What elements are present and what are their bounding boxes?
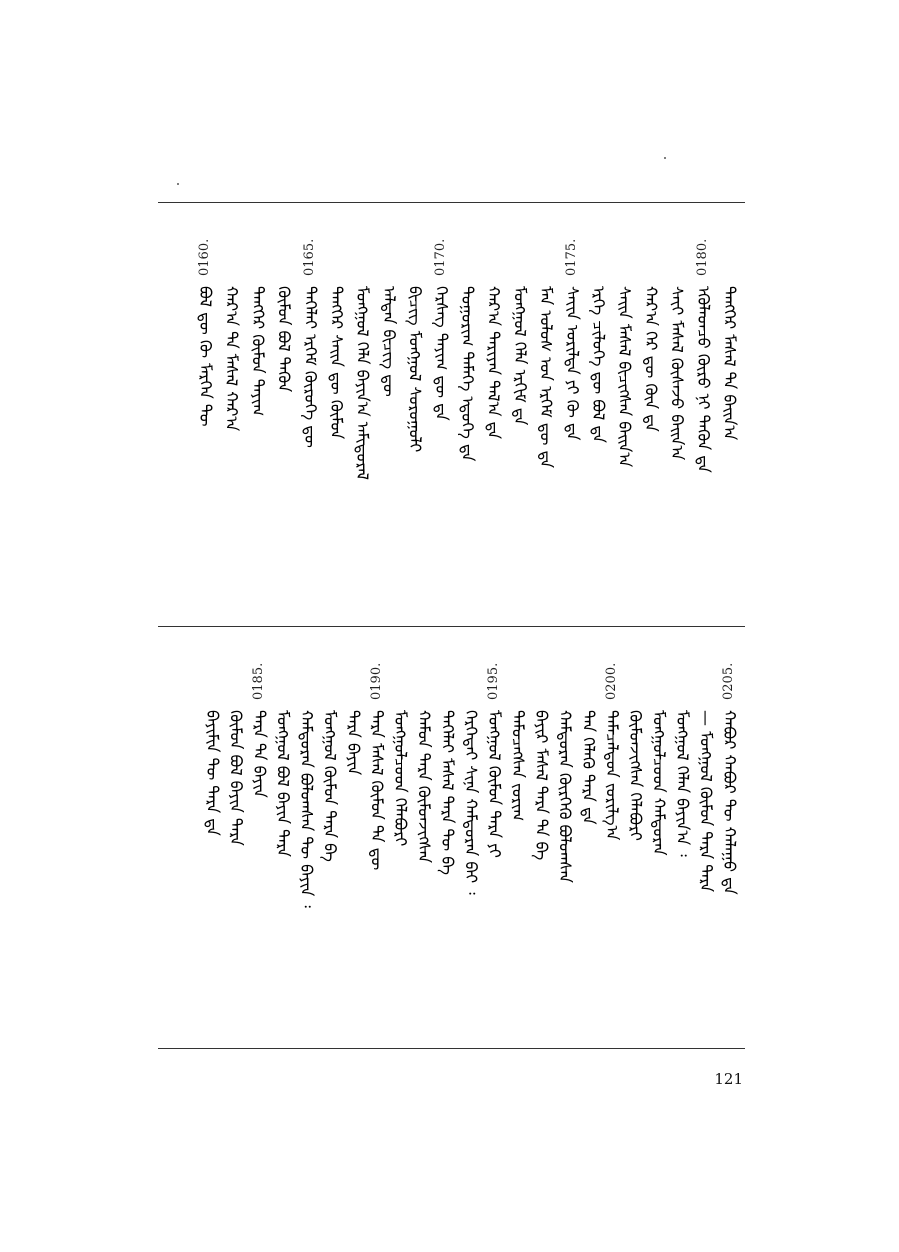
verse-line: ᠬᠦᠮᠦᠨ ᠪᠣᠯ ᠲᠡᠭᠦᠨ: [274, 286, 294, 393]
verse-line: ᠮᠠᠨ ᠤᠯᠤᠰ ᠤᠨ ᠡᠷᠬᠡᠮ ᠳᠦ ᠳᠡ: [536, 286, 556, 469]
middle-rule: [158, 626, 745, 627]
line-number: 0185.: [251, 662, 266, 700]
speck-mark: [177, 183, 179, 185]
verse-line: ᠬᠠᠪᠤᠷ ᠬᠠᠪᠤᠷ ᠲᠦ ᠬᠠᠯᠠᠭᠤ ᠳᠡ: [720, 710, 739, 895]
top-rule: [158, 202, 745, 203]
verse-line: ᠳᠡᠭᠡᠯᠡᠢ ᠮᠡᠰᠡᠯ ᠲᠡᠷᠡ ᠲᠦ ᠪᠠ: [438, 710, 457, 875]
bottom-verse-panel: [158, 660, 745, 1020]
verse-line: ᠬᠠᠮᠲᠤᠷᠠᠨ ᠬᠦᠷᠭᠡᠬᠦ ᠪᠣᠯᠤᠭᠰᠠᠨ: [555, 710, 575, 883]
verse-line: ᠠᠯᠲᠠᠨ ᠪᠢᠴᠢᠭ ᠳᠦ: [379, 286, 399, 397]
verse-line: ᠲᠡᠩᠭᠡᠷ ᠰᠠᠢᠨ ᠳᠦ ᠬᠦᠮᠦᠨ: [327, 286, 346, 440]
verse-line: ᠬᠠᠷ᠎ᠠ ᠭᠡᠷ ᠳᠦ ᠬᠦᠨ ᠳᠡ: [641, 286, 661, 432]
page-number: 121: [714, 1070, 743, 1088]
verse-line: ᠪᠠᠶᠢᠮᠢᠨ ᠲᠦ ᠲᠡᠷᠡ ᠳᠡ: [203, 710, 222, 836]
verse-line: ᠬᠡᠷᠰᠡᠭ ᠲᠠᠶᠢᠭ ᠳᠦ ᠳᠡ: [431, 286, 451, 421]
verse-line: ᠳᠡᠭᠡᠯᠡᠢ ᠡᠷᠬᠡᠮ ᠬᠦᠷᠦᠭᠡ ᠳᠦ: [300, 286, 320, 448]
verse-line: ᠰᠠᠶ᠋ᠢ ᠮᠡᠰᠡᠯ ᠬᠦᠰᠡᠵᠦ ᠪᠠᠢᠨ᠎ᠠ: [667, 286, 687, 461]
verse-line: ᠬᠦᠮᠦᠨ ᠪᠣᠯ ᠪᠠᠶᠢᠨ ᠲᠡᠷᠡ: [226, 710, 246, 846]
verse-line: — ᠮᠣᠩᠭᠣᠯ ᠬᠦᠮᠦᠨ ᠲᠡᠷᠡ ᠲᠡᠷᠡ: [696, 710, 716, 893]
verse-line: ᠲᠡᠷᠡ ᠮᠡᠰᠡᠯ ᠬᠦᠮᠦᠨ ᠲᠠ ᠳᠦ: [367, 710, 387, 871]
verse-line: ᠲᠠᠨ ᠬᠡᠯᠡᠬᠦ ᠲᠡᠷᠡ ᠳᠡ: [579, 710, 598, 825]
verse-line: ᠬᠠᠮᠦᠨ ᠲᠡᠷᠡ ᠬᠦᠮᠦᠨᠵᠢᠭᠰᠡᠨ: [414, 710, 434, 864]
verse-line: ᠲᠡᠷᠡ ᠪᠠᠶᠢᠨ: [344, 710, 363, 776]
verse-line: ᠬᠡᠷᠭᠡᠲᠡᠢ ᠰᠢᠨᠡ ᠬᠠᠮᠲᠤᠷᠠᠨ ᠪᠠᠢ ᠄: [461, 710, 481, 895]
verse-line: ᠬᠠᠷ᠎ᠠ ᠲᠠ ᠮᠡᠰᠡᠯ ᠬᠠᠷ᠎ᠠ: [222, 286, 242, 432]
verse-line: ᠲᠡᠮᠦᠴᠡᠭᠰᠡᠨ ᠵᠣᠷᠢᠭ: [508, 710, 528, 822]
verse-line: ᠮᠣᠩᠭᠣᠯ ᠬᠡᠯᠡᠨ ᠪᠠᠶᠢᠨ᠎ᠠ ᠄: [673, 710, 692, 857]
verse-line: ᠡᠭᠦᠯᠡᠳᠴᠦ ᠬᠦᠷᠦ ᠨᠢ ᠲᠡᠭᠦᠨ ᠳᠡ: [693, 286, 713, 473]
line-number: 0195.: [486, 662, 501, 700]
verse-line: ᠮᠤᠩᠭᠤᠯ ᠬᠡᠯᠡ ᠡᠷᠬᠢᠮ ᠳᠡ: [510, 286, 530, 426]
verse-line: ᠲᠣᠭᠣᠷᠢᠭ ᠲᠡᠮᠡᠭᠡ ᠡᠳᠦᠭᠡ ᠳᠡ: [458, 286, 477, 462]
verse-line: ᠮᠣᠩᠭᠣᠯᠴᠤᠳ ᠬᠡᠯᠡᠪᠦᠷᠢ: [391, 710, 410, 847]
line-number: 0165.: [301, 238, 317, 276]
verse-line: ᠪᠢᠴᠢᠭ ᠮᠣᠩᠭᠣᠯ ᠰᠤᠷᠤᠭᠤᠯᠢ: [405, 286, 425, 453]
verse-line: ᠰᠠᠢᠨ ᠮᠡᠰᠡᠯ ᠪᠢᠴᠢᠭᠰᠡᠨ ᠪᠠᠢᠨ᠎ᠠ: [615, 286, 635, 468]
verse-line: ᠮᠣᠩᠭᠣᠯ ᠬᠦᠮᠦᠨ ᠲᠡᠷᠡ ᠶᠢ: [485, 710, 504, 858]
line-number: 0160.: [197, 238, 212, 276]
verse-line: ᠡᠷᠬᠡ ᠴᠢᠯᠦᠭᠡ ᠳᠦ ᠪᠣᠯ ᠳᠡ: [589, 286, 608, 444]
verse-line: ᠮᠣᠩᠭᠣᠯ ᠬᠦᠮᠦᠨ ᠲᠡᠷᠡ ᠪᠠ: [320, 710, 340, 862]
line-number: 0205.: [721, 662, 736, 700]
verse-line: ᠲᠡᠮᠡᠴᠡᠯᠳᠦᠨ ᠵᠣᠷᠢᠯᠭ᠎ᠠ: [602, 710, 622, 841]
verse-line: ᠲᠡᠷᠡ ᠲᠠ ᠪᠠᠶᠢᠨ: [250, 710, 269, 798]
verse-line: ᠲᠡᠩᠭᠡᠷ ᠮᠡᠰᠡᠯ ᠲᠠ ᠪᠠᠢᠨ᠎ᠠ: [720, 286, 739, 441]
verse-line: ᠰᠠᠶ᠋ᠢᠨ ᠤᠷᠢᠯᠲᠠ ᠶᠢ ᠬᠦ ᠳᠡ: [562, 286, 582, 441]
line-number: 0175.: [563, 238, 579, 276]
bottom-rule: [158, 1048, 745, 1049]
line-number: 0180.: [694, 238, 710, 276]
verse-line: ᠪᠠᠶᠢᠷ ᠮᠡᠰᠡᠯ ᠲᠡᠷᠡ ᠲᠠ ᠪᠠ: [532, 710, 551, 861]
verse-line: ᠬᠠᠮᠲᠤᠷᠠᠨ ᠪᠣᠯᠤᠭᠰᠠᠨ ᠲᠦ ᠪᠠᠶᠢᠨ ᠄: [297, 710, 316, 908]
speck-mark: [664, 157, 666, 159]
verse-line: ᠮᠣᠩᠭᠣᠯᠴᠤᠳ ᠬᠠᠮᠲᠤᠷᠠᠨ: [649, 710, 669, 856]
verse-line: ᠬᠦᠮᠦᠨᠵᠢᠭᠰᠡᠨ ᠬᠡᠯᠡᠪᠦᠷᠢ: [626, 710, 645, 841]
verse-line: ᠮᠣᠩᠭᠣᠯ ᠬᠡᠯᠡ ᠪᠠᠶᠢᠨ᠎ᠠ ᠠᠮᠢᠳᠤᠷᠠᠯ: [353, 286, 373, 481]
line-number: 0200.: [603, 662, 619, 700]
line-number: 0170.: [432, 238, 448, 276]
verse-line: ᠬᠠᠷ᠎ᠠ ᠲᠠᠷᠢᠶᠠᠨ ᠲᠠᠯ᠎ᠠ ᠳᠡ: [484, 286, 504, 440]
top-verse-panel: [158, 236, 745, 596]
line-number: 0190.: [368, 662, 384, 700]
verse-line: ᠮᠣᠩᠭᠣᠯ ᠪᠣᠯ ᠪᠠᠶᠢᠨ ᠲᠡᠷᠡ: [273, 710, 293, 857]
verse-line: ᠲᠡᠩᠭᠡᠷ ᠬᠦᠮᠦᠨ ᠲᠠᠶᠢᠭ: [248, 286, 268, 417]
verse-line: ᠪᠣᠯ ᠳᠦ ᠬᠦ ᠮᠡᠷᠭᠡᠨ ᠲᠦ: [196, 286, 215, 427]
